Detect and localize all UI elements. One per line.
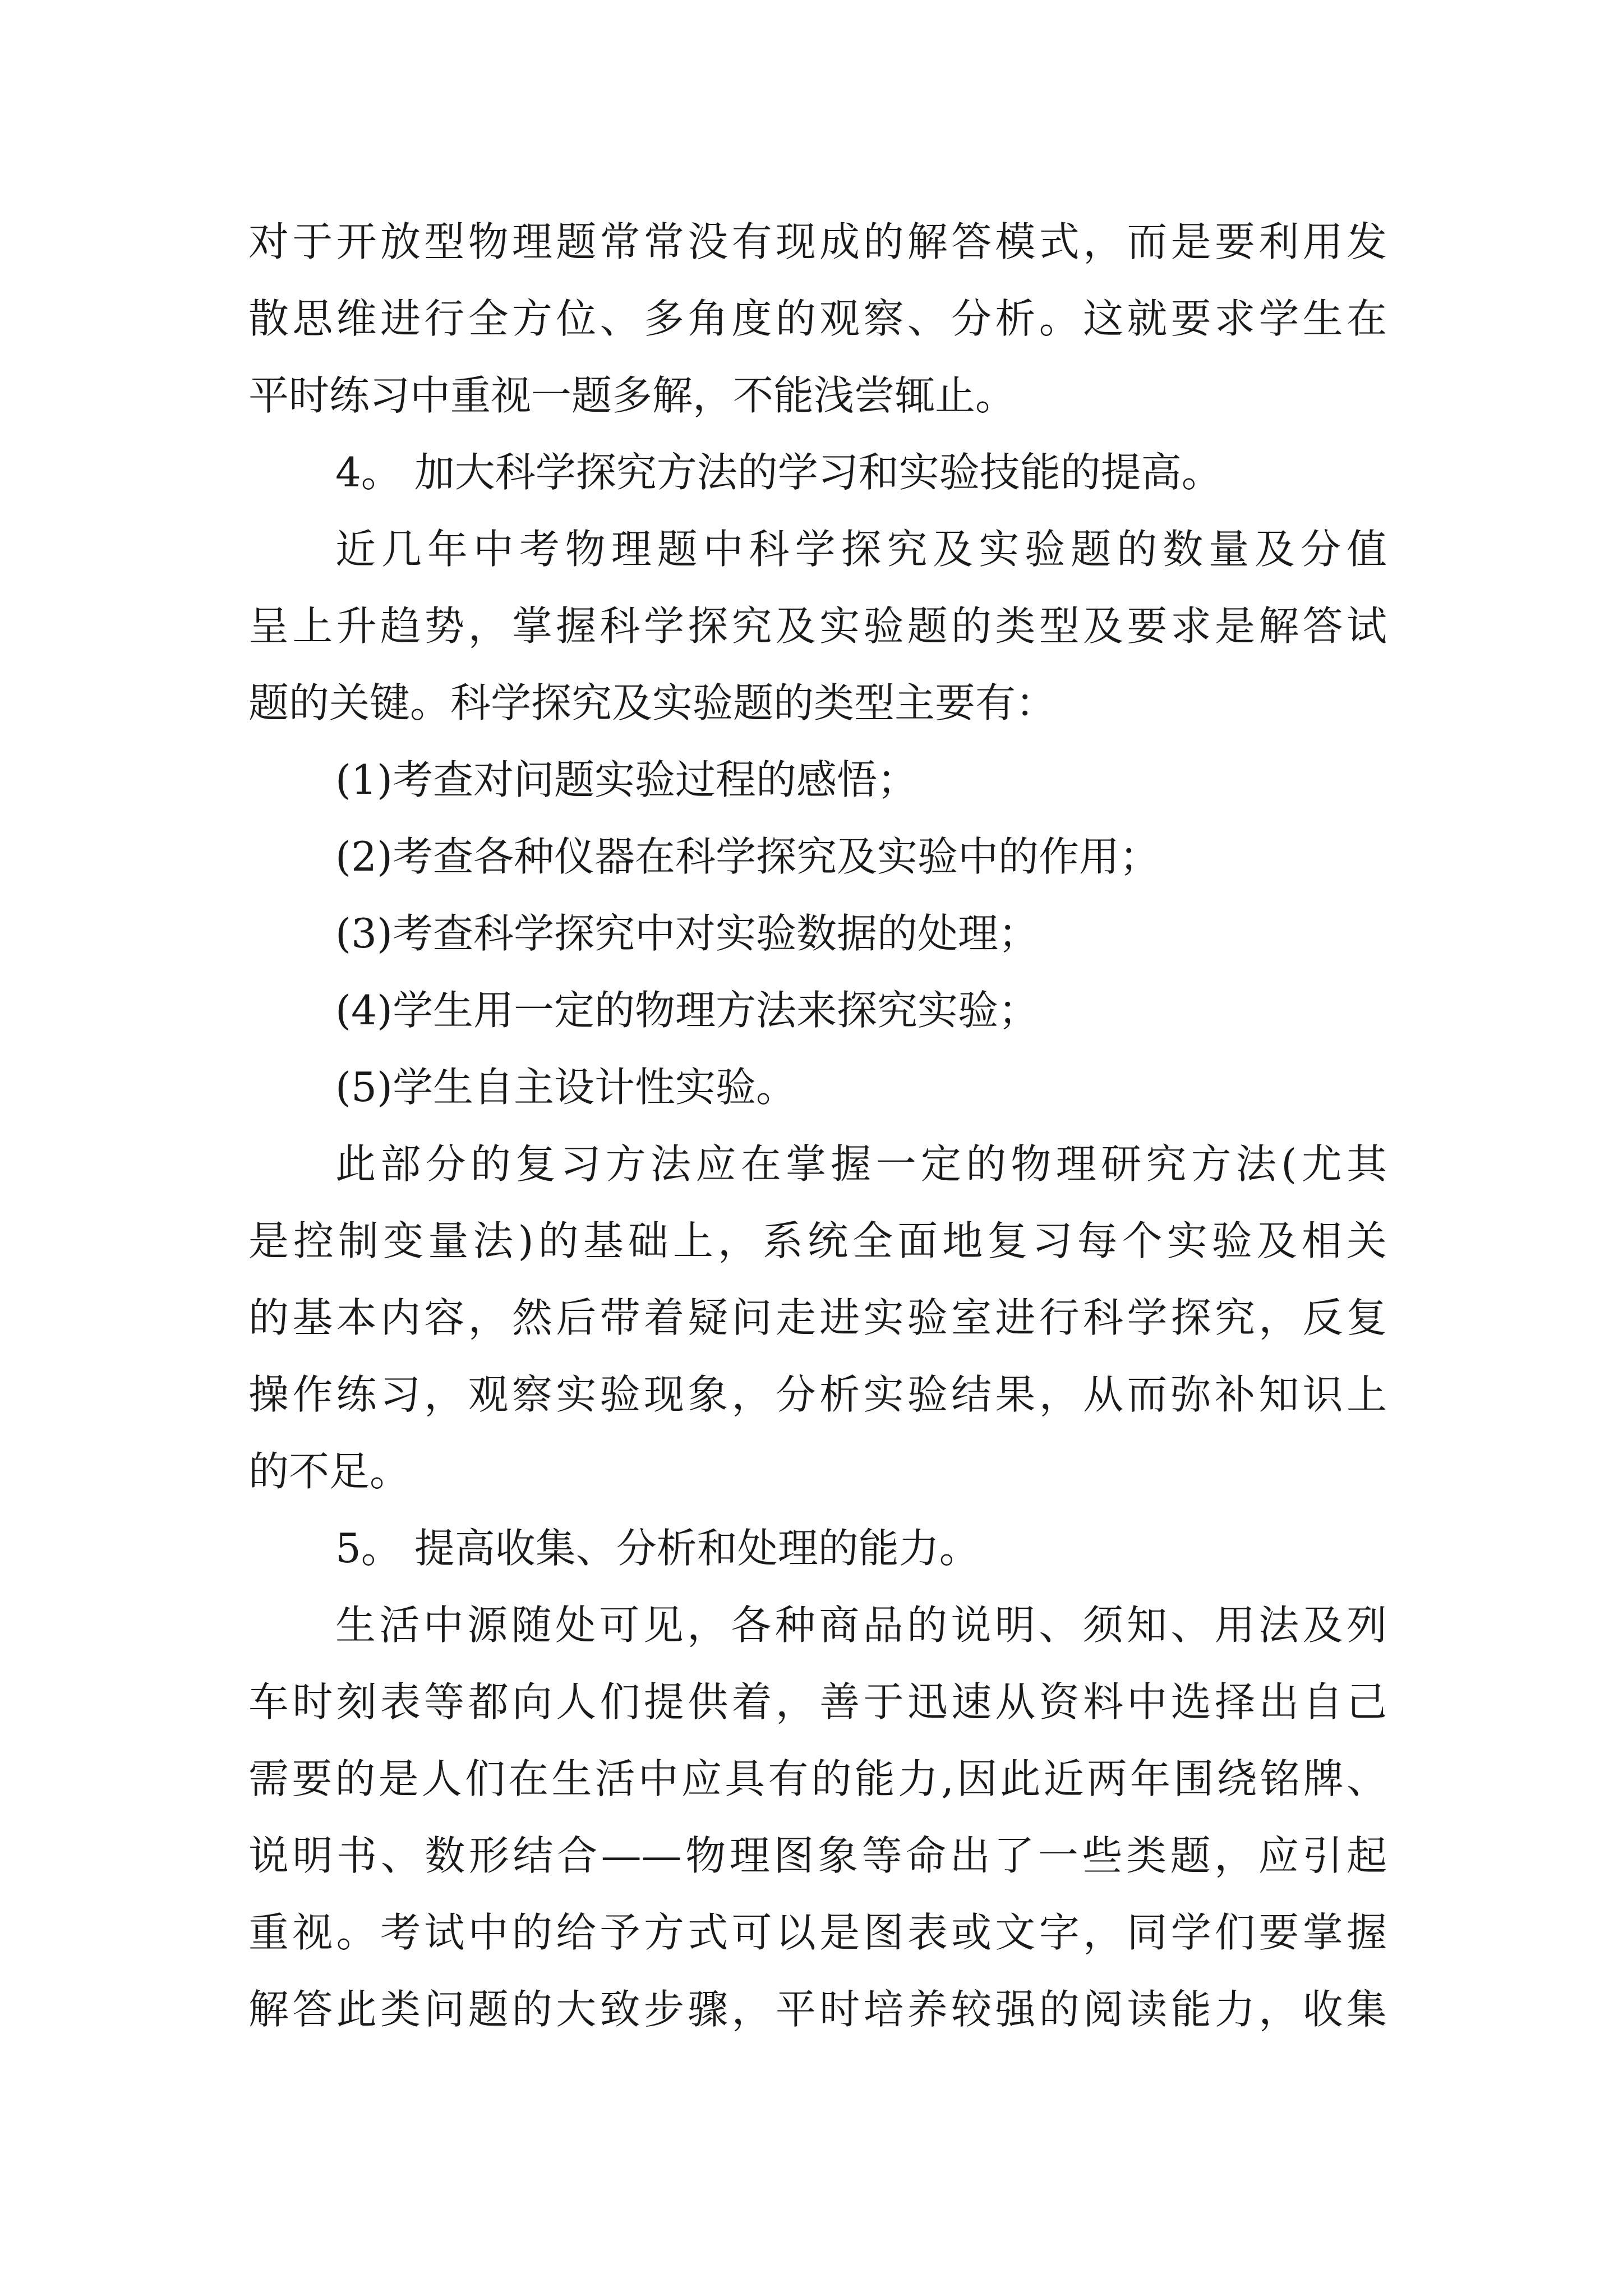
section-heading: 4。 加大科学探究方法的学习和实验技能的提高。 <box>335 449 1222 496</box>
text-line: 此部分的复习方法应在掌握一定的物理研究方法(尤其 <box>335 1140 1387 1188</box>
text-line: 散思维进行全方位、多角度的观察、分析。这就要求学生在 <box>248 295 1387 342</box>
text-line: 的基本内容，然后带着疑问走进实验室进行科学探究，反复 <box>248 1294 1387 1341</box>
text-line: 重视。考试中的给予方式可以是图表或文字，同学们要掌握 <box>248 1909 1387 1956</box>
text-line: 近几年中考物理题中科学探究及实验题的数量及分值 <box>335 526 1387 573</box>
text-line: 需要的是人们在生活中应具有的能力,因此近两年围绕铭牌、 <box>248 1755 1387 1802</box>
list-item: (4)学生用一定的物理方法来探究实验； <box>335 987 1039 1034</box>
list-item: (3)考查科学探究中对实验数据的处理； <box>335 910 1039 957</box>
text-line: 车时刻表等都向人们提供着，善于迅速从资料中选择出自己 <box>248 1678 1387 1726</box>
text-line: 是控制变量法)的基础上，系统全面地复习每个实验及相关 <box>248 1217 1387 1264</box>
text-line: 解答此类问题的大致步骤，平时培养较强的阅读能力，收集 <box>248 1986 1387 2033</box>
text-line: 呈上升趋势，掌握科学探究及实验题的类型及要求是解答试 <box>248 602 1387 650</box>
text-line: 平时练习中重视一题多解，不能浅尝辄止。 <box>248 372 1016 419</box>
list-item: (5)学生自主设计性实验。 <box>335 1064 796 1111</box>
text-line: 生活中源随处可见，各种商品的说明、须知、用法及列 <box>335 1602 1387 1649</box>
text-line: 题的关键。科学探究及实验题的类型主要有： <box>248 679 1057 726</box>
section-heading: 5。 提高收集、分析和处理的能力。 <box>335 1525 980 1572</box>
list-item: (1)考查对问题实验过程的感悟； <box>335 756 917 803</box>
text-line: 说明书、数形结合——物理图象等命出了一些类题，应引起 <box>248 1832 1387 1879</box>
text-line: 操作练习，观察实验现象，分析实验结果，从而弥补知识上 <box>248 1371 1387 1418</box>
text-line: 的不足。 <box>248 1448 411 1495</box>
list-item: (2)考查各种仪器在科学探究及实验中的作用； <box>335 833 1160 880</box>
text-line: 对于开放型物理题常常没有现成的解答模式，而是要利用发 <box>248 218 1387 265</box>
